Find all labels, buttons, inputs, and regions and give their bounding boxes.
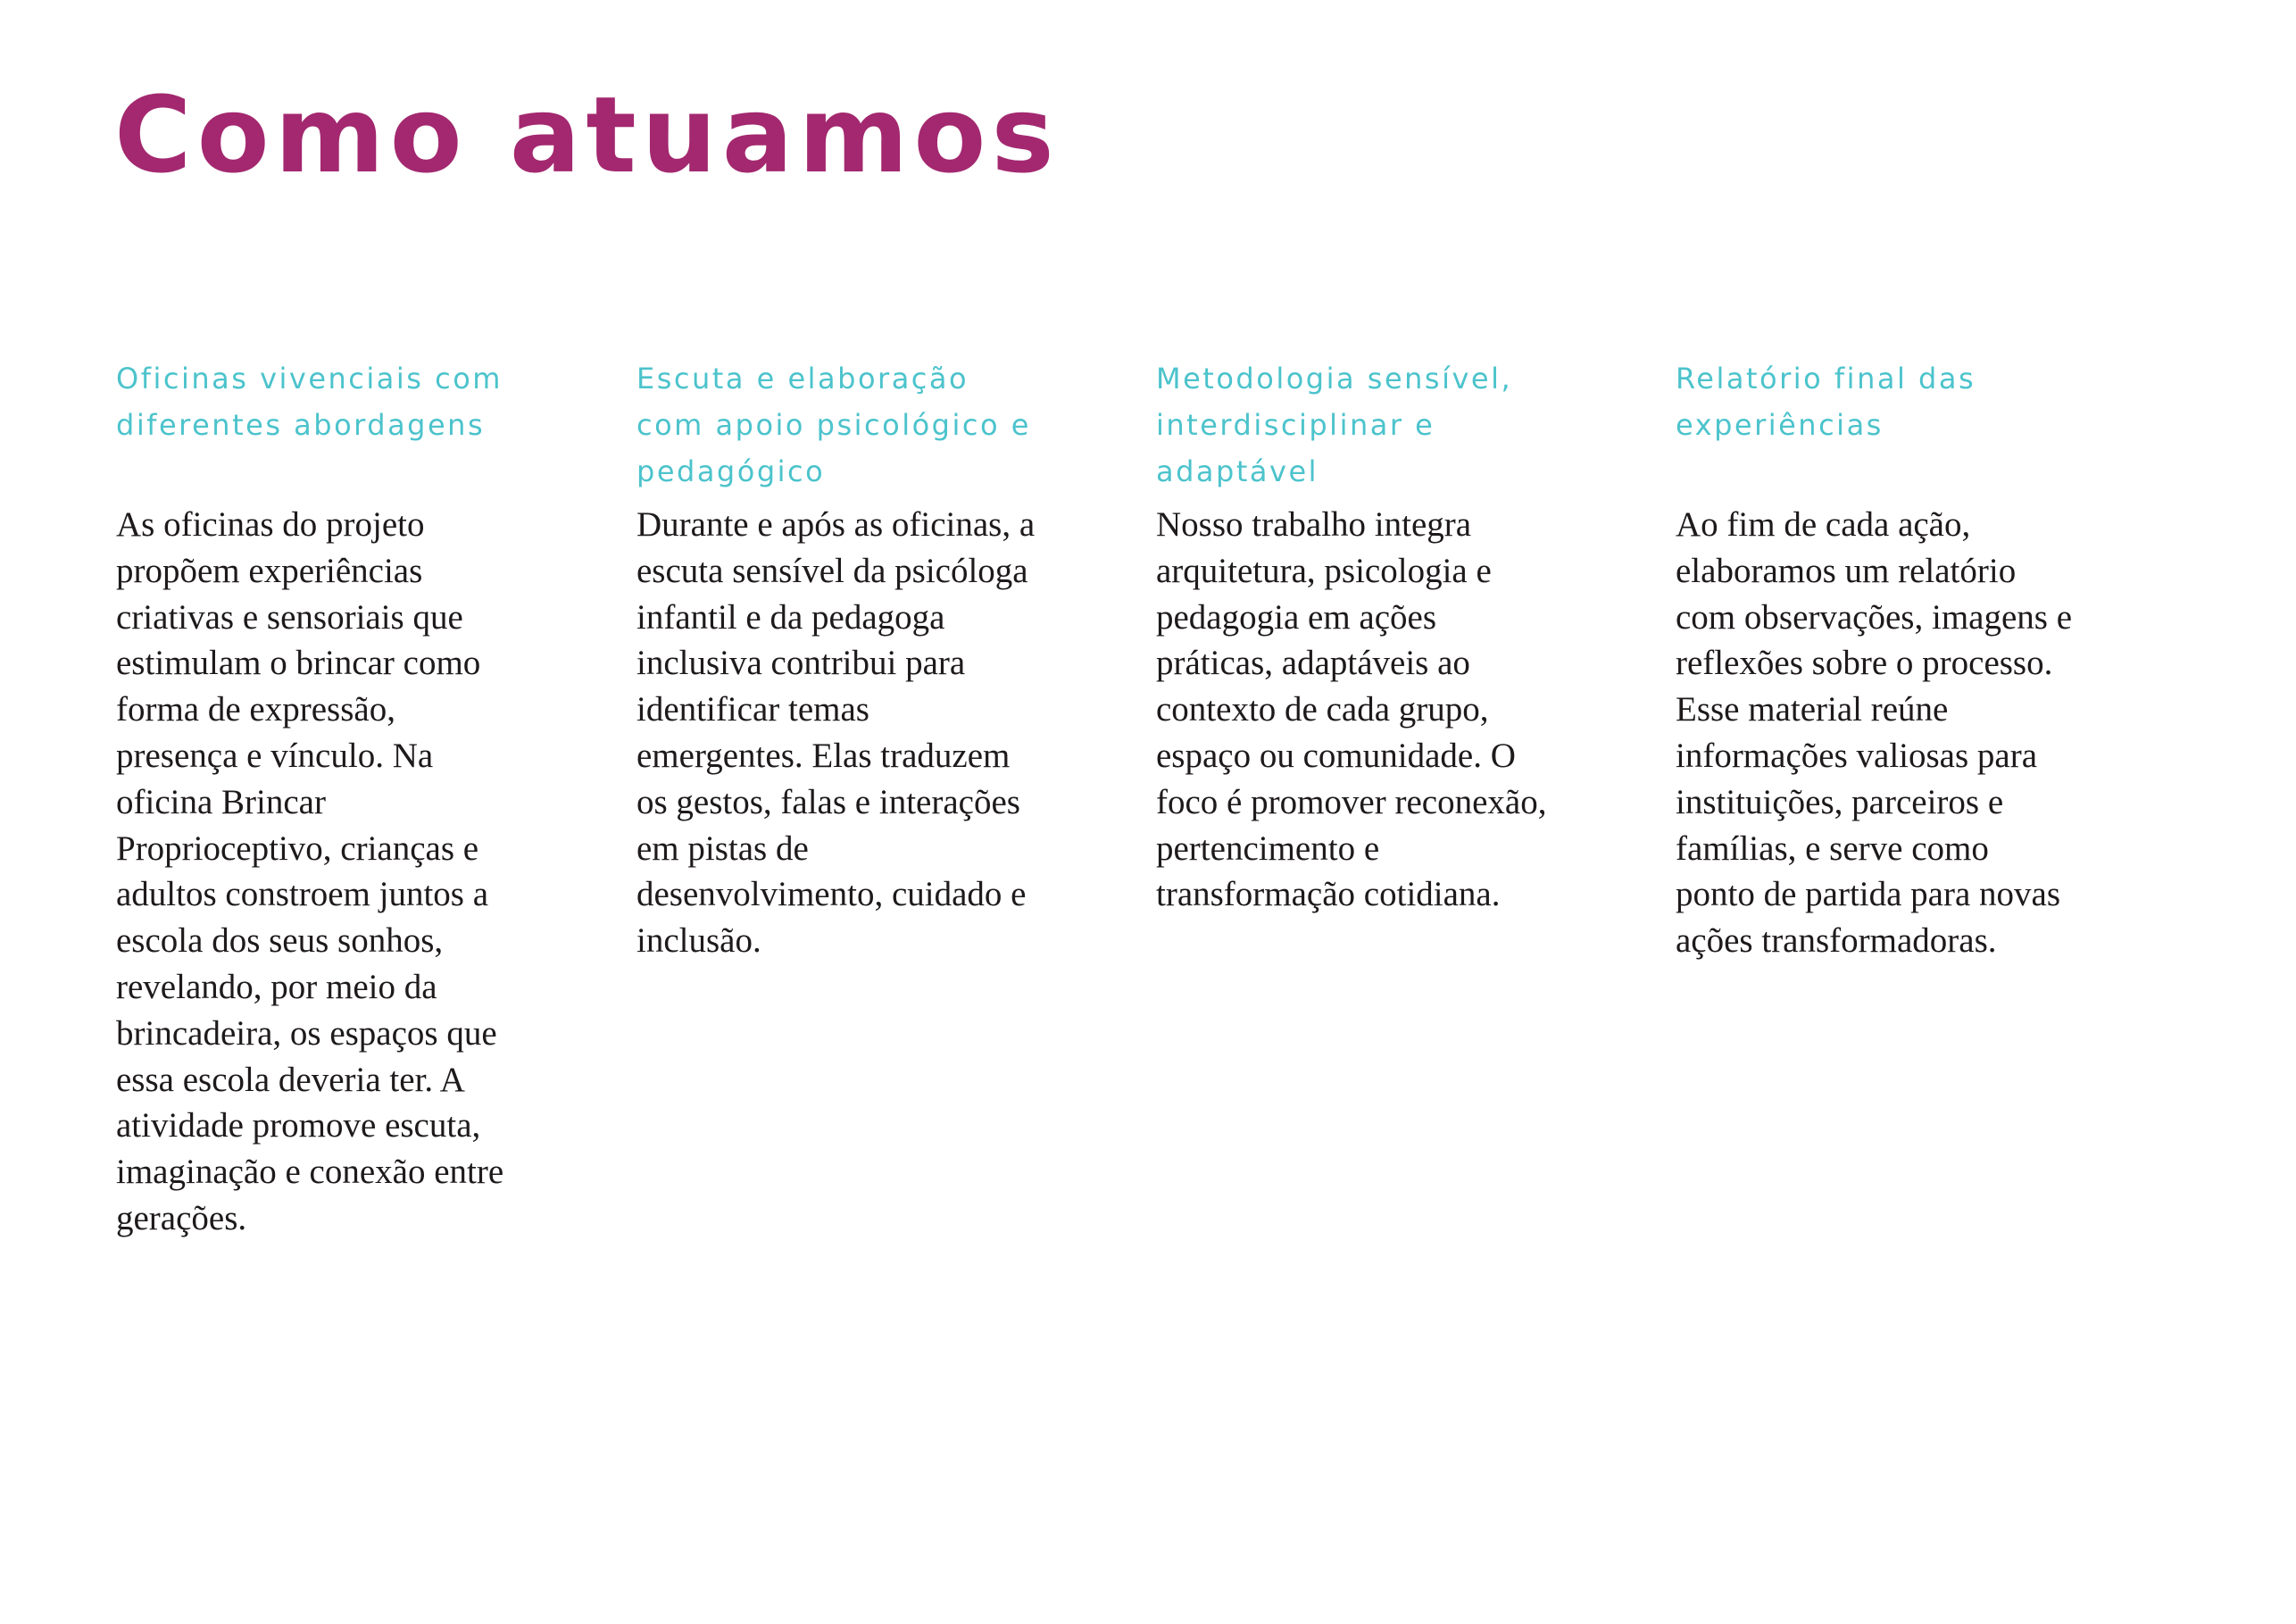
body-line: gerações. [116, 1198, 247, 1237]
body-line: atividade promove escuta, [116, 1106, 481, 1145]
body-line: foco é promover reconexão, [1156, 782, 1547, 821]
body-line: reflexões sobre o processo. [1676, 644, 2053, 683]
column-heading [1156, 355, 1620, 498]
body-line: Proprioceptivo, crianças e [116, 829, 479, 868]
column-heading [1676, 355, 2140, 498]
column-body [1676, 502, 2140, 964]
body-line: instituições, parceiros e [1676, 782, 2004, 821]
column-body [116, 502, 580, 1242]
body-line: contexto de cada grupo, [1156, 690, 1489, 729]
heading-line: adaptável [1156, 454, 1319, 488]
column-relatorio-final [1676, 355, 2140, 964]
body-line: pertencimento e [1156, 829, 1380, 868]
body-line: presença e vínculo. Na [116, 736, 434, 775]
body-line: infantil e da pedagoga [636, 597, 945, 637]
body-line: emergentes. Elas traduzem [636, 736, 1011, 775]
body-line: Nosso trabalho integra [1156, 505, 1472, 544]
body-line: propõem experiências [116, 551, 423, 590]
body-line: arquitetura, psicologia e [1156, 551, 1492, 590]
body-line: revelando, por meio da [116, 967, 437, 1006]
body-line: ponto de partida para novas [1676, 875, 2061, 914]
heading-line: experiências [1676, 408, 1884, 442]
column-metodologia [1156, 355, 1620, 918]
heading-line: Oficinas vivenciais com [116, 362, 503, 396]
column-oficinas-vivenciais [116, 355, 580, 1242]
body-line: espaço ou comunidade. O [1156, 736, 1516, 775]
body-line: oficina Brincar [116, 782, 326, 821]
column-body [1156, 502, 1620, 918]
body-line: informações valiosas para [1676, 736, 2038, 775]
body-line: em pistas de [636, 829, 809, 868]
body-line: famílias, e serve como [1676, 829, 1989, 868]
body-line: brincadeira, os espaços que [116, 1013, 497, 1053]
heading-line: pedagógico [636, 454, 826, 488]
body-line: adultos constroem juntos a [116, 875, 489, 914]
body-line: inclusiva contribui para [636, 644, 966, 683]
column-body [636, 502, 1101, 964]
body-line: inclusão. [636, 921, 761, 961]
body-line: desenvolvimento, cuidado e [636, 875, 1027, 914]
heading-line: Relatório final das [1676, 362, 1976, 396]
column-escuta-elaboracao [636, 355, 1101, 964]
heading-line: interdisciplinar e [1156, 408, 1435, 442]
body-line: os gestos, falas e interações [636, 782, 1020, 821]
heading-line: com apoio psicológico e [636, 408, 1031, 442]
body-line: transformação cotidiana. [1156, 875, 1501, 914]
body-line: elaboramos um relatório [1676, 551, 2017, 590]
column-heading [116, 355, 580, 498]
heading-line: Escuta e elaboração [636, 362, 969, 396]
heading-line: Metodologia sensível, [1156, 362, 1513, 396]
body-line: Ao fim de cada ação, [1676, 505, 1971, 544]
body-line: escola dos seus sonhos, [116, 921, 444, 961]
body-line: práticas, adaptáveis ao [1156, 644, 1470, 683]
body-line: As oficinas do projeto [116, 505, 425, 544]
body-line: Esse material reúne [1676, 690, 1949, 729]
column-heading [636, 355, 1101, 498]
body-line: forma de expressão, [116, 690, 395, 729]
body-line: pedagogia em ações [1156, 597, 1437, 637]
body-line: com observações, imagens e [1676, 597, 2073, 637]
body-line: Durante e após as oficinas, a [636, 505, 1036, 544]
body-line: essa escola deveria ter. A [116, 1060, 465, 1099]
page-title: Como atuamos [114, 73, 1060, 196]
heading-line: diferentes abordagens [116, 408, 486, 442]
body-line: estimulam o brincar como [116, 644, 481, 683]
body-line: criativas e sensoriais que [116, 597, 463, 637]
body-line: identificar temas [636, 690, 869, 729]
body-line: escuta sensível da psicóloga [636, 551, 1028, 590]
body-line: imaginação e conexão entre [116, 1153, 504, 1192]
body-line: ações transformadoras. [1676, 921, 1997, 961]
